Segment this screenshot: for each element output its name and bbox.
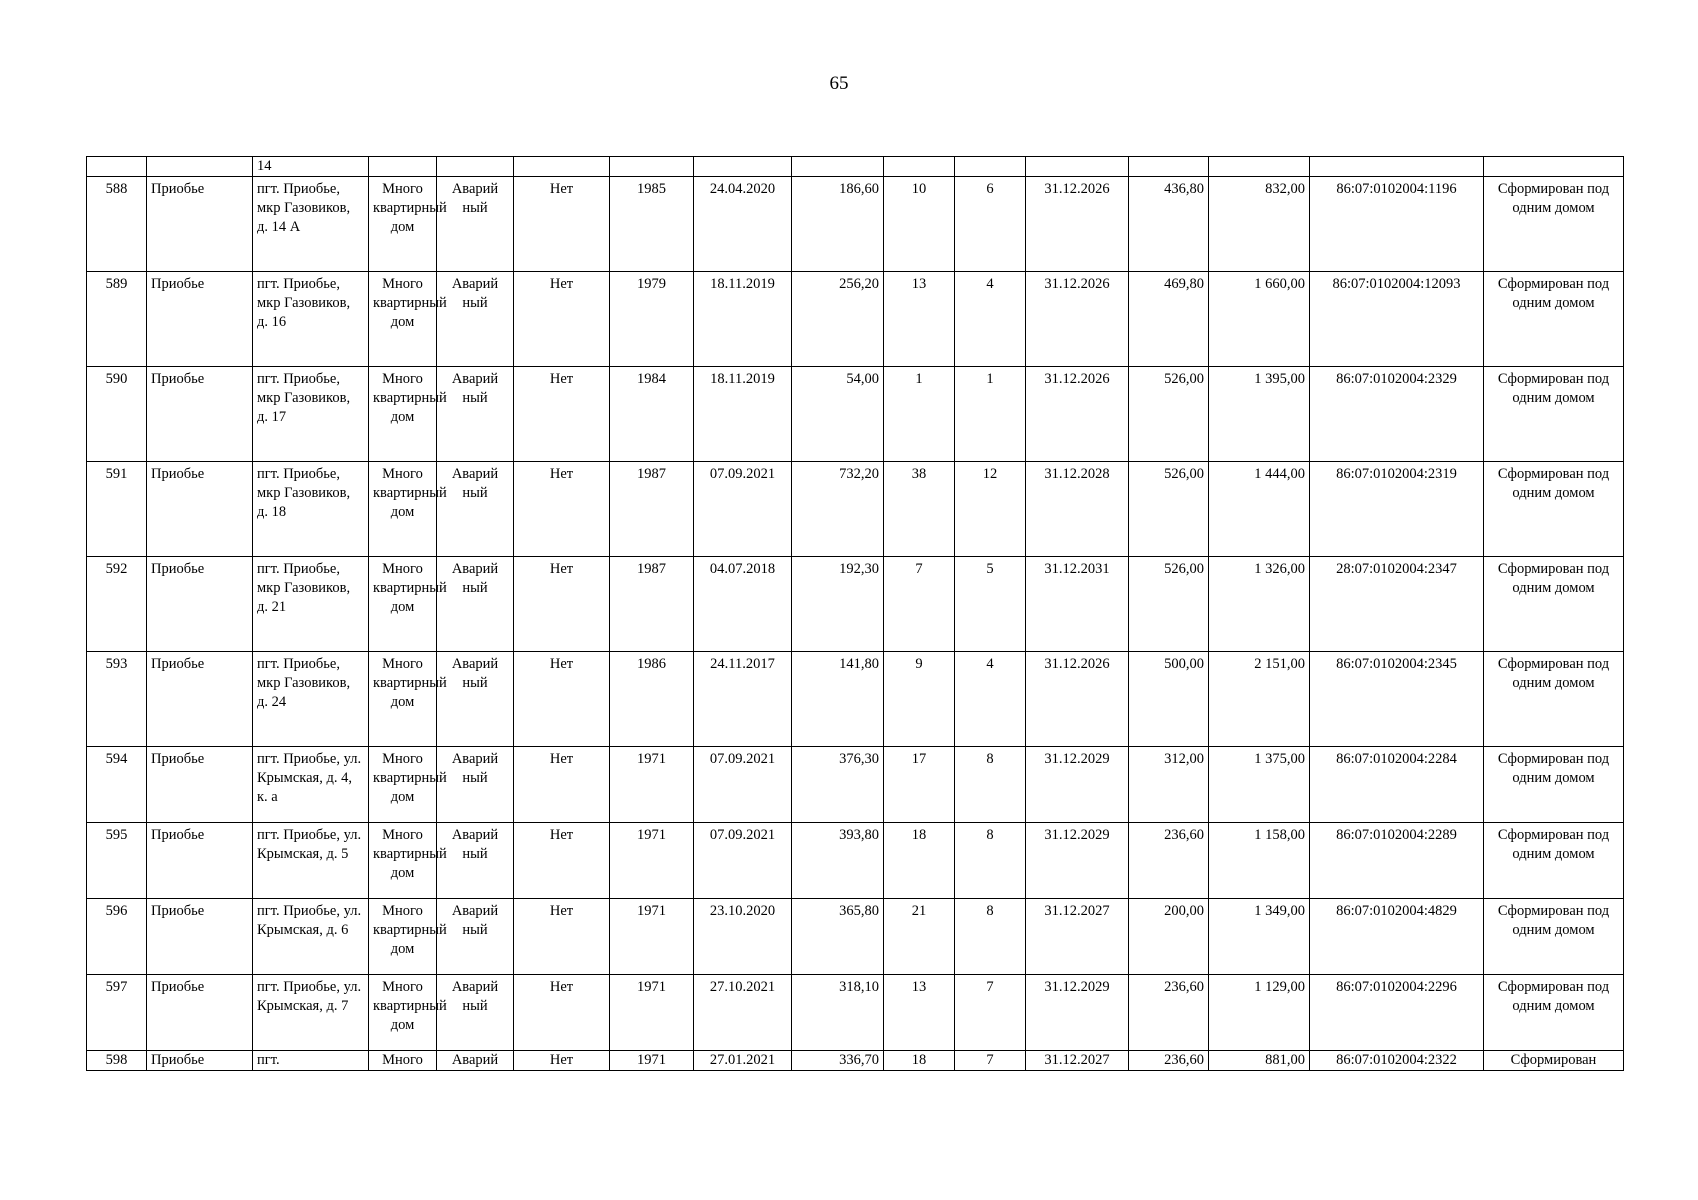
deadline-cell: 31.12.2029 [1026, 975, 1129, 1051]
deadline-cell: 31.12.2026 [1026, 272, 1129, 367]
deadline-cell: 31.12.2029 [1026, 747, 1129, 823]
area3-cell: 1 375,00 [1209, 747, 1310, 823]
table-row [87, 1051, 1624, 1071]
area3-cell: 1 129,00 [1209, 975, 1310, 1051]
residents-cell: 9 [884, 652, 955, 747]
settlement-cell: Приобье [147, 177, 253, 272]
date-cell: 23.10.2020 [694, 899, 792, 975]
residents-cell: 18 [884, 823, 955, 899]
cadastre-cell: 86:07:0102004:12093 [1310, 272, 1484, 367]
table-row-continued [87, 157, 1624, 177]
area2-cell: 200,00 [1129, 899, 1209, 975]
cadastre-cell: 28:07:0102004:2347 [1310, 557, 1484, 652]
status-cell: Аварий ный [437, 899, 514, 975]
no-cell: 594 [87, 747, 147, 823]
flag-cell: Нет [514, 367, 610, 462]
type-cell: Много квартирный дом [369, 557, 437, 652]
no-cell: 589 [87, 272, 147, 367]
flag-cell: Нет [514, 1051, 610, 1071]
settlement-cell: Приобье [147, 975, 253, 1051]
area2-cell: 436,80 [1129, 177, 1209, 272]
table-row [87, 177, 1624, 272]
type-cell: Много квартирный дом [369, 272, 437, 367]
settlement-cell: Приобье [147, 1051, 253, 1071]
area3-cell: 832,00 [1209, 177, 1310, 272]
status-cell: Аварий ный [437, 747, 514, 823]
area3-cell: 1 326,00 [1209, 557, 1310, 652]
area3-cell: 881,00 [1209, 1051, 1310, 1071]
residents-cell: 17 [884, 747, 955, 823]
area2-cell: 236,60 [1129, 1051, 1209, 1071]
status-cell: Аварий ный [437, 462, 514, 557]
settlement-cell: Приобье [147, 899, 253, 975]
date-cell: 24.04.2020 [694, 177, 792, 272]
address-cell: пгт. Приобье, ул. Крымская, д. 4, к. а [253, 747, 369, 823]
table-row [87, 272, 1624, 367]
flag-cell: Нет [514, 823, 610, 899]
deadline-cell: 31.12.2026 [1026, 177, 1129, 272]
units-cell: 8 [955, 747, 1026, 823]
deadline-cell: 31.12.2027 [1026, 1051, 1129, 1071]
settlement-cell: Приобье [147, 652, 253, 747]
land-cell: Сформирован под одним домом [1484, 975, 1624, 1051]
residents-cell: 13 [884, 272, 955, 367]
settlement-cell: Приобье [147, 272, 253, 367]
area-cell: 186,60 [792, 177, 884, 272]
table-row [87, 823, 1624, 899]
status-cell: Аварий ный [437, 823, 514, 899]
flag-cell: Нет [514, 747, 610, 823]
date-cell: 24.11.2017 [694, 652, 792, 747]
no-cell: 596 [87, 899, 147, 975]
settlement-cell: Приобье [147, 747, 253, 823]
flag-cell: Нет [514, 899, 610, 975]
area2-cell: 526,00 [1129, 367, 1209, 462]
residents-cell: 18 [884, 1051, 955, 1071]
type-cell: Много квартирный дом [369, 747, 437, 823]
units-cell: 6 [955, 177, 1026, 272]
address-cell: пгт. Приобье, мкр Газовиков, д. 21 [253, 557, 369, 652]
deadline-cell: 31.12.2027 [1026, 899, 1129, 975]
table-row [87, 462, 1624, 557]
flag-cell: Нет [514, 272, 610, 367]
area3-cell: 1 660,00 [1209, 272, 1310, 367]
area-cell: 54,00 [792, 367, 884, 462]
deadline-cell: 31.12.2028 [1026, 462, 1129, 557]
land-cell: Сформирован под одним домом [1484, 652, 1624, 747]
housing-register-table [86, 156, 1624, 1071]
land-cell: Сформирован [1484, 1051, 1624, 1071]
page-number: 65 [829, 73, 849, 94]
area2-cell: 236,60 [1129, 823, 1209, 899]
cadastre-cell: 86:07:0102004:2345 [1310, 652, 1484, 747]
area2-cell: 526,00 [1129, 462, 1209, 557]
cadastre-cell: 86:07:0102004:2289 [1310, 823, 1484, 899]
land-cell: Сформирован под одним домом [1484, 747, 1624, 823]
no-cell: 591 [87, 462, 147, 557]
year-cell: 1987 [610, 462, 694, 557]
land-cell: Сформирован под одним домом [1484, 462, 1624, 557]
cadastre-cell: 86:07:0102004:4829 [1310, 899, 1484, 975]
date-cell: 18.11.2019 [694, 367, 792, 462]
area3-cell: 1 444,00 [1209, 462, 1310, 557]
area2-cell: 469,80 [1129, 272, 1209, 367]
land-cell: Сформирован под одним домом [1484, 899, 1624, 975]
flag-cell: Нет [514, 652, 610, 747]
area-cell: 376,30 [792, 747, 884, 823]
year-cell: 1979 [610, 272, 694, 367]
land-cell: Сформирован под одним домом [1484, 823, 1624, 899]
address-cell: пгт. [253, 1051, 369, 1071]
units-cell: 12 [955, 462, 1026, 557]
table-row [87, 367, 1624, 462]
date-cell: 27.10.2021 [694, 975, 792, 1051]
year-cell: 1971 [610, 747, 694, 823]
units-cell: 7 [955, 975, 1026, 1051]
area-cell: 256,20 [792, 272, 884, 367]
units-cell: 4 [955, 652, 1026, 747]
area3-cell: 1 395,00 [1209, 367, 1310, 462]
cadastre-cell: 86:07:0102004:2284 [1310, 747, 1484, 823]
table-row [87, 899, 1624, 975]
status-cell: Аварий ный [437, 652, 514, 747]
type-cell: Много квартирный дом [369, 462, 437, 557]
no-cell: 592 [87, 557, 147, 652]
units-cell: 5 [955, 557, 1026, 652]
table-row [87, 557, 1624, 652]
area-cell: 318,10 [792, 975, 884, 1051]
address-cell: 14 [253, 157, 369, 177]
units-cell: 1 [955, 367, 1026, 462]
type-cell: Много квартирный дом [369, 823, 437, 899]
status-cell: Аварий ный [437, 975, 514, 1051]
deadline-cell: 31.12.2031 [1026, 557, 1129, 652]
year-cell: 1971 [610, 823, 694, 899]
no-cell: 597 [87, 975, 147, 1051]
land-cell: Сформирован под одним домом [1484, 272, 1624, 367]
residents-cell: 38 [884, 462, 955, 557]
date-cell: 07.09.2021 [694, 823, 792, 899]
address-cell: пгт. Приобье, мкр Газовиков, д. 14 А [253, 177, 369, 272]
settlement-cell: Приобье [147, 823, 253, 899]
no-cell: 590 [87, 367, 147, 462]
date-cell: 07.09.2021 [694, 747, 792, 823]
area-cell: 365,80 [792, 899, 884, 975]
status-cell: Аварий [437, 1051, 514, 1071]
units-cell: 8 [955, 823, 1026, 899]
type-cell: Много квартирный дом [369, 652, 437, 747]
year-cell: 1987 [610, 557, 694, 652]
settlement-cell: Приобье [147, 557, 253, 652]
year-cell: 1986 [610, 652, 694, 747]
type-cell: Много [369, 1051, 437, 1071]
area-cell: 336,70 [792, 1051, 884, 1071]
flag-cell: Нет [514, 177, 610, 272]
land-cell: Сформирован под одним домом [1484, 557, 1624, 652]
settlement-cell: Приобье [147, 367, 253, 462]
no-cell: 595 [87, 823, 147, 899]
status-cell: Аварий ный [437, 177, 514, 272]
address-cell: пгт. Приобье, ул. Крымская, д. 6 [253, 899, 369, 975]
no-cell: 588 [87, 177, 147, 272]
residents-cell: 21 [884, 899, 955, 975]
date-cell: 27.01.2021 [694, 1051, 792, 1071]
address-cell: пгт. Приобье, ул. Крымская, д. 5 [253, 823, 369, 899]
year-cell: 1971 [610, 1051, 694, 1071]
table-row [87, 652, 1624, 747]
area2-cell: 500,00 [1129, 652, 1209, 747]
year-cell: 1971 [610, 975, 694, 1051]
date-cell: 04.07.2018 [694, 557, 792, 652]
no-cell: 598 [87, 1051, 147, 1071]
settlement-cell: Приобье [147, 462, 253, 557]
year-cell: 1985 [610, 177, 694, 272]
deadline-cell: 31.12.2026 [1026, 652, 1129, 747]
status-cell: Аварий ный [437, 272, 514, 367]
deadline-cell: 31.12.2026 [1026, 367, 1129, 462]
cadastre-cell: 86:07:0102004:2296 [1310, 975, 1484, 1051]
address-cell: пгт. Приобье, ул. Крымская, д. 7 [253, 975, 369, 1051]
date-cell: 18.11.2019 [694, 272, 792, 367]
flag-cell: Нет [514, 462, 610, 557]
cadastre-cell: 86:07:0102004:2319 [1310, 462, 1484, 557]
table-row [87, 747, 1624, 823]
area-cell: 732,20 [792, 462, 884, 557]
date-cell: 07.09.2021 [694, 462, 792, 557]
flag-cell: Нет [514, 557, 610, 652]
land-cell: Сформирован под одним домом [1484, 367, 1624, 462]
type-cell: Много квартирный дом [369, 899, 437, 975]
cadastre-cell: 86:07:0102004:1196 [1310, 177, 1484, 272]
residents-cell: 10 [884, 177, 955, 272]
area3-cell: 2 151,00 [1209, 652, 1310, 747]
area2-cell: 236,60 [1129, 975, 1209, 1051]
address-cell: пгт. Приобье, мкр Газовиков, д. 24 [253, 652, 369, 747]
no-cell: 593 [87, 652, 147, 747]
type-cell: Много квартирный дом [369, 177, 437, 272]
area3-cell: 1 158,00 [1209, 823, 1310, 899]
area3-cell: 1 349,00 [1209, 899, 1310, 975]
address-cell: пгт. Приобье, мкр Газовиков, д. 17 [253, 367, 369, 462]
table-row [87, 975, 1624, 1051]
units-cell: 8 [955, 899, 1026, 975]
area2-cell: 312,00 [1129, 747, 1209, 823]
units-cell: 7 [955, 1051, 1026, 1071]
area-cell: 192,30 [792, 557, 884, 652]
area-cell: 393,80 [792, 823, 884, 899]
type-cell: Много квартирный дом [369, 975, 437, 1051]
residents-cell: 13 [884, 975, 955, 1051]
land-cell: Сформирован под одним домом [1484, 177, 1624, 272]
units-cell: 4 [955, 272, 1026, 367]
cadastre-cell: 86:07:0102004:2329 [1310, 367, 1484, 462]
address-cell: пгт. Приобье, мкр Газовиков, д. 16 [253, 272, 369, 367]
deadline-cell: 31.12.2029 [1026, 823, 1129, 899]
year-cell: 1971 [610, 899, 694, 975]
status-cell: Аварий ный [437, 557, 514, 652]
status-cell: Аварий ный [437, 367, 514, 462]
area2-cell: 526,00 [1129, 557, 1209, 652]
year-cell: 1984 [610, 367, 694, 462]
type-cell: Много квартирный дом [369, 367, 437, 462]
cadastre-cell: 86:07:0102004:2322 [1310, 1051, 1484, 1071]
residents-cell: 1 [884, 367, 955, 462]
address-cell: пгт. Приобье, мкр Газовиков, д. 18 [253, 462, 369, 557]
residents-cell: 7 [884, 557, 955, 652]
area-cell: 141,80 [792, 652, 884, 747]
flag-cell: Нет [514, 975, 610, 1051]
